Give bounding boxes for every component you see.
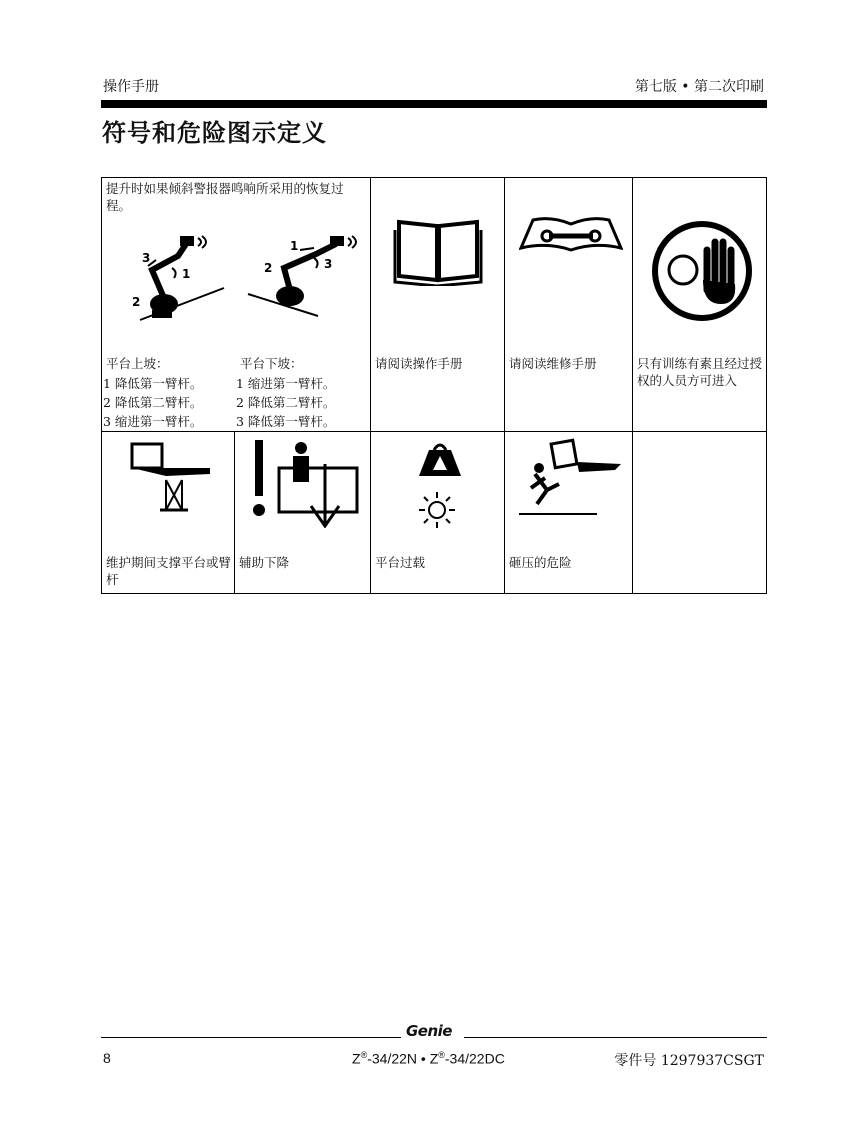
authorized-caption: 只有训练有素且经过授权的人员方可进入 <box>637 356 763 388</box>
overload-weight-icon <box>415 440 465 480</box>
header-edition: 第七版 • 第二次印刷 <box>634 79 764 95</box>
stop-hand-icon <box>651 220 753 322</box>
cell-tilt-recovery <box>101 177 371 432</box>
step-2-label: 2 <box>264 261 273 275</box>
cell-empty <box>632 431 767 594</box>
sun-icon <box>417 490 457 530</box>
aux-down-icon <box>249 438 361 528</box>
read-manual-caption: 请阅读操作手册 <box>375 356 463 371</box>
step-3-label: 3 <box>142 251 151 265</box>
footer-rule-left <box>101 1037 401 1038</box>
part-number: 零件号 1297937CSGT <box>614 1053 764 1069</box>
crush-caption: 砸压的危险 <box>509 555 572 570</box>
downhill-step-1: 1 缩进第一臂杆。 <box>236 376 336 391</box>
cell-authorized <box>632 177 767 432</box>
footer-rule-right <box>464 1037 767 1038</box>
step-2-label: 2 <box>132 295 141 309</box>
support-stand-icon <box>130 440 214 512</box>
uphill-step-1: 1 降低第一臂杆。 <box>103 376 203 391</box>
boom-uphill-icon <box>122 228 227 328</box>
cell-crush <box>504 431 633 594</box>
uphill-heading: 平台上坡： <box>106 356 169 371</box>
downhill-step-2: 2 降低第二臂杆。 <box>236 395 336 410</box>
page-title: 符号和危险图示定义 <box>102 119 327 147</box>
step-1-label: 1 <box>290 239 299 253</box>
read-service-caption: 请阅读维修手册 <box>509 356 597 371</box>
overload-caption: 平台过载 <box>375 555 426 570</box>
crush-hazard-icon <box>519 438 623 518</box>
cell-overload <box>370 431 505 594</box>
symbols-table <box>101 177 767 594</box>
book-icon <box>393 216 483 286</box>
cell-read-service <box>504 177 633 432</box>
header-manual-title: 操作手册 <box>103 79 159 95</box>
cell-aux-down <box>234 431 371 594</box>
service-manual-icon <box>519 216 623 252</box>
cell-support <box>101 431 235 594</box>
step-1-label: 1 <box>182 267 191 281</box>
genie-logo: Genie <box>406 1022 452 1040</box>
uphill-step-3: 3 缩进第一臂杆。 <box>103 414 203 429</box>
step-3-label: 3 <box>324 257 333 271</box>
downhill-heading: 平台下坡： <box>240 356 303 371</box>
support-caption: 维护期间支撑平台或臂杆 <box>106 555 232 587</box>
page-number: 8 <box>103 1050 111 1066</box>
model-number: Z®-34/22N • Z®-34/22DC <box>352 1050 505 1067</box>
uphill-step-2: 2 降低第二臂杆。 <box>103 395 203 410</box>
aux-down-caption: 辅助下降 <box>239 555 290 570</box>
tilt-caption: 提升时如果倾斜警报器鸣响所采用的恢复过程。 <box>106 181 344 213</box>
header-rule <box>101 100 767 108</box>
cell-read-manual <box>370 177 505 432</box>
boom-downhill-icon <box>244 228 364 318</box>
downhill-step-3: 3 降低第一臂杆。 <box>236 414 336 429</box>
